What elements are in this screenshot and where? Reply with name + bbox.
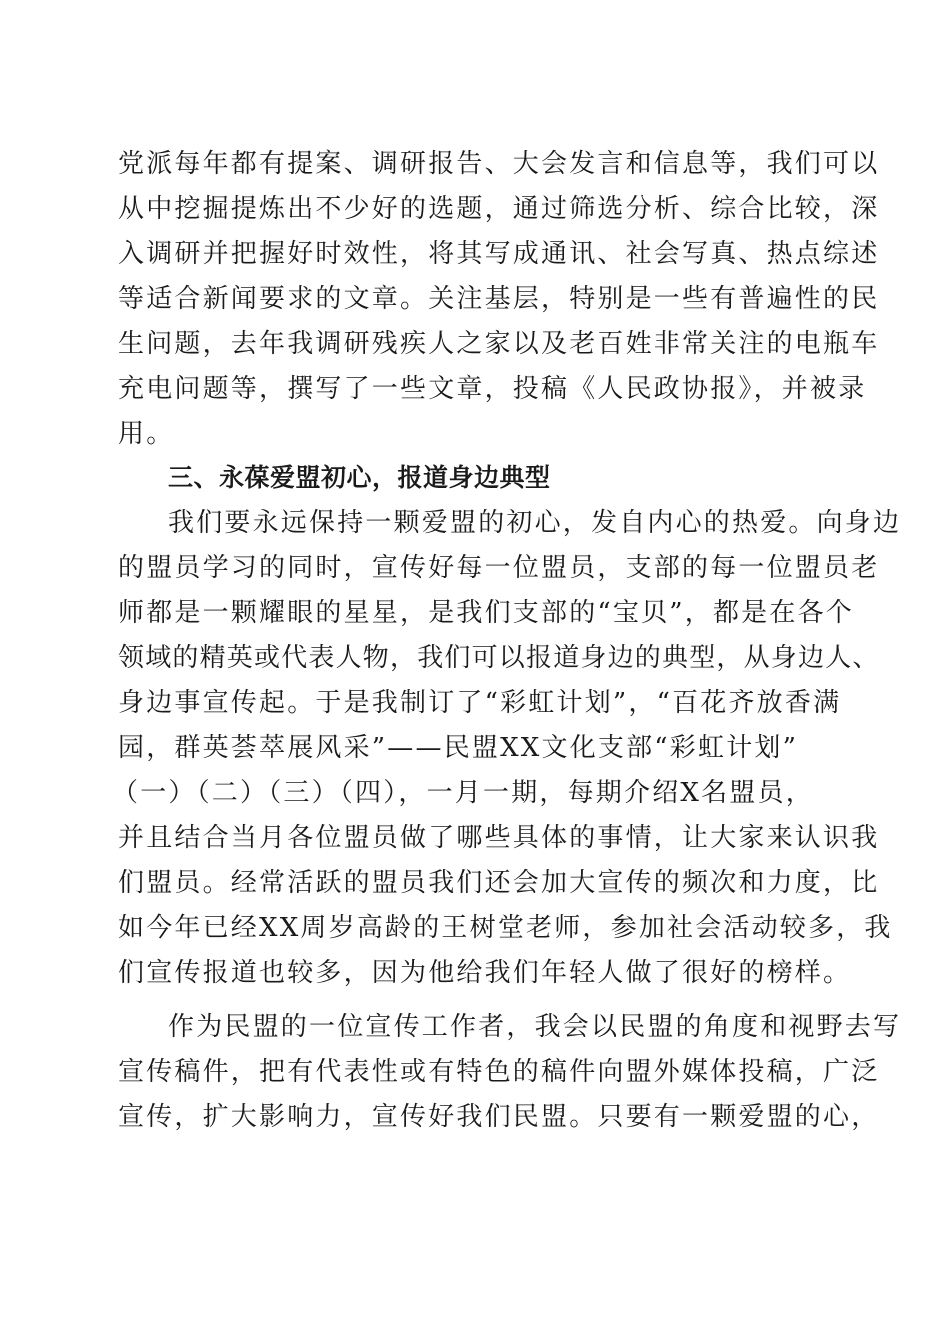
text-line: 们盟员。经常活跃的盟员我们还会加大宣传的频次和力度，比 (118, 868, 880, 898)
text-line: （一）（二）（三）（四），一月一期，每期介绍X名盟员， (112, 778, 814, 808)
text-line: 党派每年都有提案、调研报告、大会发言和信息等，我们可以 (118, 149, 880, 179)
text-line: 的盟员学习的同时，宣传好每一位盟员，支部的每一位盟员老 (118, 553, 880, 583)
text-line: 生问题，去年我调研残疾人之家以及老百姓非常关注的电瓶车 (118, 329, 880, 359)
section-heading: 三、永葆爱盟初心，报道身边典型 (168, 463, 551, 492)
text-line: 们宣传报道也较多，因为他给我们年轻人做了很好的榜样。 (118, 958, 852, 988)
text-line: 等适合新闻要求的文章。关注基层，特别是一些有普遍性的民 (118, 284, 880, 314)
text-line: 作为民盟的一位宣传工作者，我会以民盟的角度和视野去写 (168, 1012, 902, 1042)
text-line: 用。 (118, 419, 175, 449)
text-line: 入调研并把握好时效性，将其写成通讯、社会写真、热点综述 (118, 239, 880, 269)
text-line: 宣传稿件，把有代表性或有特色的稿件向盟外媒体投稿，广泛 (118, 1057, 880, 1087)
text-line: 园，群英荟萃展风采”——民盟XX文化支部“彩虹计划” (118, 733, 799, 763)
text-line: 身边事宣传起。于是我制订了“彩虹计划”，“百花齐放香满 (118, 688, 842, 718)
text-line: 我们要永远保持一颗爱盟的初心，发自内心的热爱。向身边 (168, 508, 902, 538)
text-line: 宣传，扩大影响力，宣传好我们民盟。只要有一颗爱盟的心， (118, 1102, 880, 1132)
text-line: 并且结合当月各位盟员做了哪些具体的事情，让大家来认识我 (118, 823, 880, 853)
text-line: 如今年已经XX周岁高龄的王树堂老师，参加社会活动较多，我 (118, 913, 893, 943)
text-line: 从中挖掘提炼出不少好的选题，通过筛选分析、综合比较，深 (118, 194, 880, 224)
text-line: 师都是一颗耀眼的星星，是我们支部的“宝贝”，都是在各个 (118, 598, 854, 628)
text-line: 充电问题等，撰写了一些文章，投稿《人民政协报》，并被录 (118, 374, 867, 404)
text-line: 领域的精英或代表人物，我们可以报道身边的典型，从身边人、 (118, 643, 880, 673)
